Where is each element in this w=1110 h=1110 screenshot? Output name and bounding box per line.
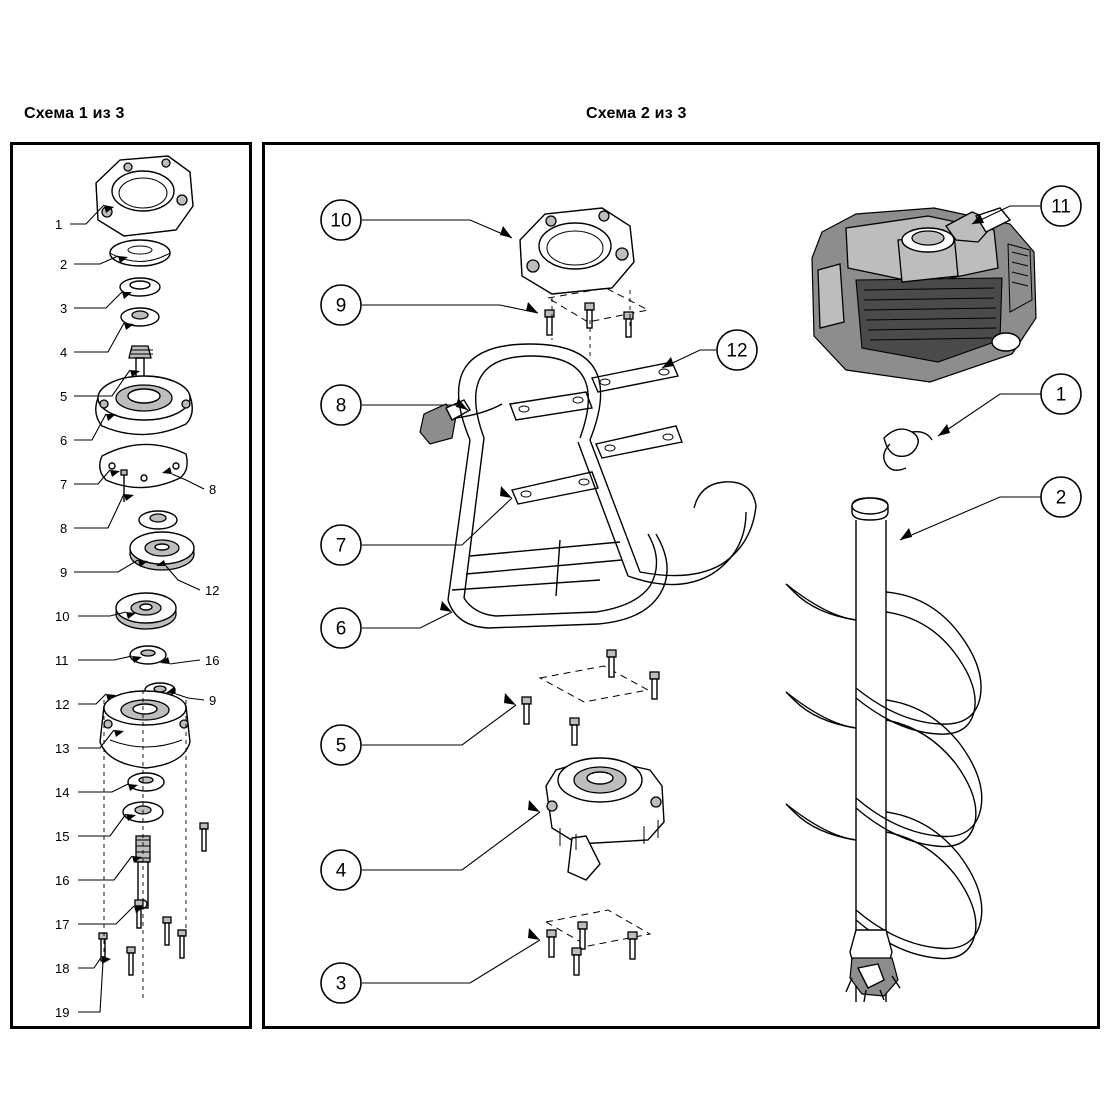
callout-label: 1 [55, 217, 63, 232]
balloon-label: 5 [335, 735, 347, 757]
balloon-callout[interactable] [321, 608, 361, 648]
balloon-callout[interactable] [1041, 186, 1081, 226]
bolt [570, 718, 579, 745]
bolt [547, 930, 556, 957]
part-gearbox-upper-body [96, 376, 193, 435]
part-lower-housing [100, 691, 190, 768]
part-output-shaft [136, 836, 150, 908]
balloon-label: 11 [1051, 196, 1071, 218]
callout-label: 16 [205, 653, 220, 668]
part-auger-bit [786, 498, 982, 1002]
callout-label: 15 [55, 829, 70, 844]
part-bolt-set-middle [522, 650, 659, 745]
balloon-label: 4 [335, 860, 347, 882]
balloon-callout[interactable] [1041, 477, 1081, 517]
balloon-label: 12 [726, 340, 748, 362]
bolt [585, 303, 594, 328]
part-gasket [100, 444, 187, 487]
balloon-callout[interactable] [321, 725, 361, 765]
callout-label: 12 [55, 697, 70, 712]
callout-label: 9 [60, 565, 68, 580]
callout-label: 8 [209, 482, 217, 497]
bolt [545, 310, 554, 335]
part-gear-small [116, 593, 176, 629]
callout-label: 12 [205, 583, 220, 598]
callout-label: 7 [60, 477, 68, 492]
balloon-callout[interactable] [717, 330, 757, 370]
panel-1-title: Схема 1 из 3 [24, 105, 125, 122]
balloon-label: 7 [335, 535, 347, 557]
balloon-label: 6 [335, 618, 347, 640]
bolt [522, 697, 531, 724]
callout-label: 19 [55, 1005, 70, 1020]
callout-label: 6 [60, 433, 68, 448]
balloon-label: 9 [335, 295, 347, 317]
fastener [127, 947, 135, 975]
bolt [650, 672, 659, 699]
left-panel-exploded-stack [55, 156, 219, 1020]
callout-label: 5 [60, 389, 68, 404]
part-lower-gearbox-assembly [546, 758, 664, 880]
callout-label: 13 [55, 741, 70, 756]
balloon-label: 2 [1055, 487, 1067, 509]
bolt [578, 922, 587, 949]
callout-label: 8 [60, 521, 68, 536]
callout-label: 2 [60, 257, 68, 272]
bolt [607, 650, 616, 677]
balloon-callout[interactable] [321, 525, 361, 565]
balloon-callout[interactable] [321, 200, 361, 240]
callout-label: 4 [60, 345, 68, 360]
callout-label: 9 [209, 693, 217, 708]
panel-2-title: Схема 2 из 3 [586, 105, 687, 122]
bolt [628, 932, 637, 959]
part-bracket-plate [510, 392, 592, 420]
callout-label: 16 [55, 873, 70, 888]
part-bearing-mid [139, 511, 177, 529]
callout-label: 18 [55, 961, 70, 976]
part-bolt-set-lower [546, 910, 650, 975]
part-mounting-strap-lower [512, 472, 598, 504]
callout-label: 10 [55, 609, 70, 624]
fastener [200, 823, 208, 851]
part-cover-plate [110, 240, 170, 266]
balloon-callout[interactable] [321, 385, 361, 425]
balloon-label: 1 [1055, 384, 1067, 406]
callout-label: 14 [55, 785, 70, 800]
fastener [163, 917, 171, 945]
balloon-callout[interactable] [1041, 374, 1081, 414]
fastener [135, 900, 143, 928]
part-bolt-set-upper [545, 288, 648, 337]
part-fasteners-group [99, 823, 208, 975]
right-panel-exploded-assembly [321, 186, 1081, 1003]
callout-label: 17 [55, 917, 70, 932]
part-mounting-strap-mid [596, 426, 682, 458]
bolt [572, 948, 581, 975]
callout-label: 11 [55, 653, 69, 668]
fastener [178, 930, 186, 958]
balloon-label: 8 [335, 395, 347, 417]
bolt [624, 312, 633, 337]
part-top-housing [96, 156, 193, 236]
balloon-label: 10 [330, 210, 352, 232]
balloon-label: 3 [335, 973, 347, 995]
part-engine [812, 208, 1036, 382]
balloon-callout[interactable] [321, 963, 361, 1003]
callout-label: 3 [60, 301, 68, 316]
balloon-callout[interactable] [321, 850, 361, 890]
part-upper-gearbox-housing [520, 208, 634, 294]
balloon-callout[interactable] [321, 285, 361, 325]
part-spring-clip [884, 429, 932, 470]
